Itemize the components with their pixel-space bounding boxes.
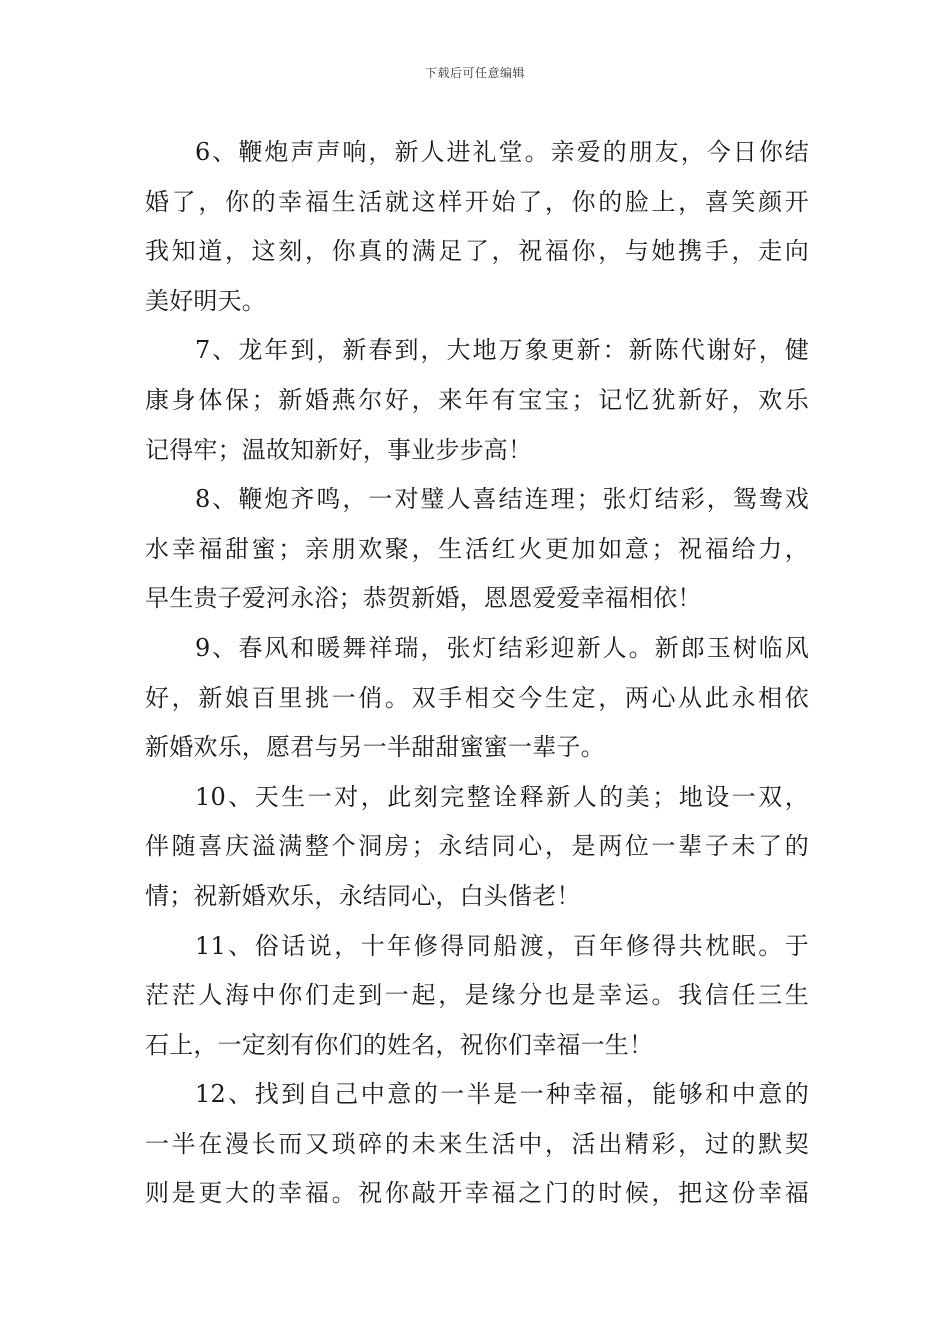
text-line: 一半在漫长而又琐碎的未来生活中，活出精彩，过的默契 (145, 1129, 809, 1158)
text-line: 石上，一定刻有你们的姓名，祝你们幸福一生！ (145, 1030, 654, 1059)
text-line: 好，新娘百里挑一俏。双手相交今生定，两心从此永相依 (145, 683, 809, 712)
text-line: 伴随喜庆溢满整个洞房；永结同心，是两位一辈子未了的 (145, 832, 809, 861)
text-line: 情；祝新婚欢乐，永结同心，白头偕老！ (145, 881, 581, 910)
text-line: 则是更大的幸福。祝你敲开幸福之门的时候，把这份幸福 (145, 1179, 809, 1208)
text-line: 9、春风和暖舞祥瑞，张灯结彩迎新人。新郎玉树临风 (195, 633, 809, 662)
text-line: 婚了，你的幸福生活就这样开始了，你的脸上，喜笑颜开 (145, 187, 809, 216)
text-line: 新婚欢乐，愿君与另一半甜甜蜜蜜一辈子。 (145, 733, 605, 762)
text-line: 7、龙年到，新春到，大地万象更新：新陈代谢好，健 (195, 336, 809, 365)
text-line: 美好明天。 (145, 286, 266, 315)
text-line: 11、俗话说，十年修得同船渡，百年修得共枕眠。于 (195, 931, 809, 960)
text-line: 8、鞭炮齐鸣，一对璧人喜结连理；张灯结彩，鸳鸯戏 (195, 485, 809, 514)
text-line: 记得牢；温故知新好，事业步步高！ (145, 435, 533, 464)
text-line: 我知道，这刻，你真的满足了，祝福你，与她携手，走向 (145, 237, 809, 266)
text-line: 康身体保；新婚燕尔好，来年有宝宝；记忆犹新好，欢乐 (145, 385, 809, 414)
text-line: 早生贵子爱河永浴；恭贺新婚，恩恩爱爱幸福相依！ (145, 584, 702, 613)
text-line: 6、鞭炮声声响，新人进礼堂。亲爱的朋友，今日你结 (195, 138, 809, 166)
text-line: 茫茫人海中你们走到一起，是缘分也是幸运。我信任三生 (145, 981, 809, 1010)
text-line: 10、天生一对，此刻完整诠释新人的美；地设一双， (195, 782, 809, 811)
page-header: 下载后可任意编辑 (424, 66, 525, 80)
text-line: 水幸福甜蜜；亲朋欢聚，生活红火更加如意；祝福给力， (145, 534, 809, 563)
document-body (145, 128, 809, 1219)
text-line: 12、找到自己中意的一半是一种幸福，能够和中意的 (195, 1080, 809, 1109)
